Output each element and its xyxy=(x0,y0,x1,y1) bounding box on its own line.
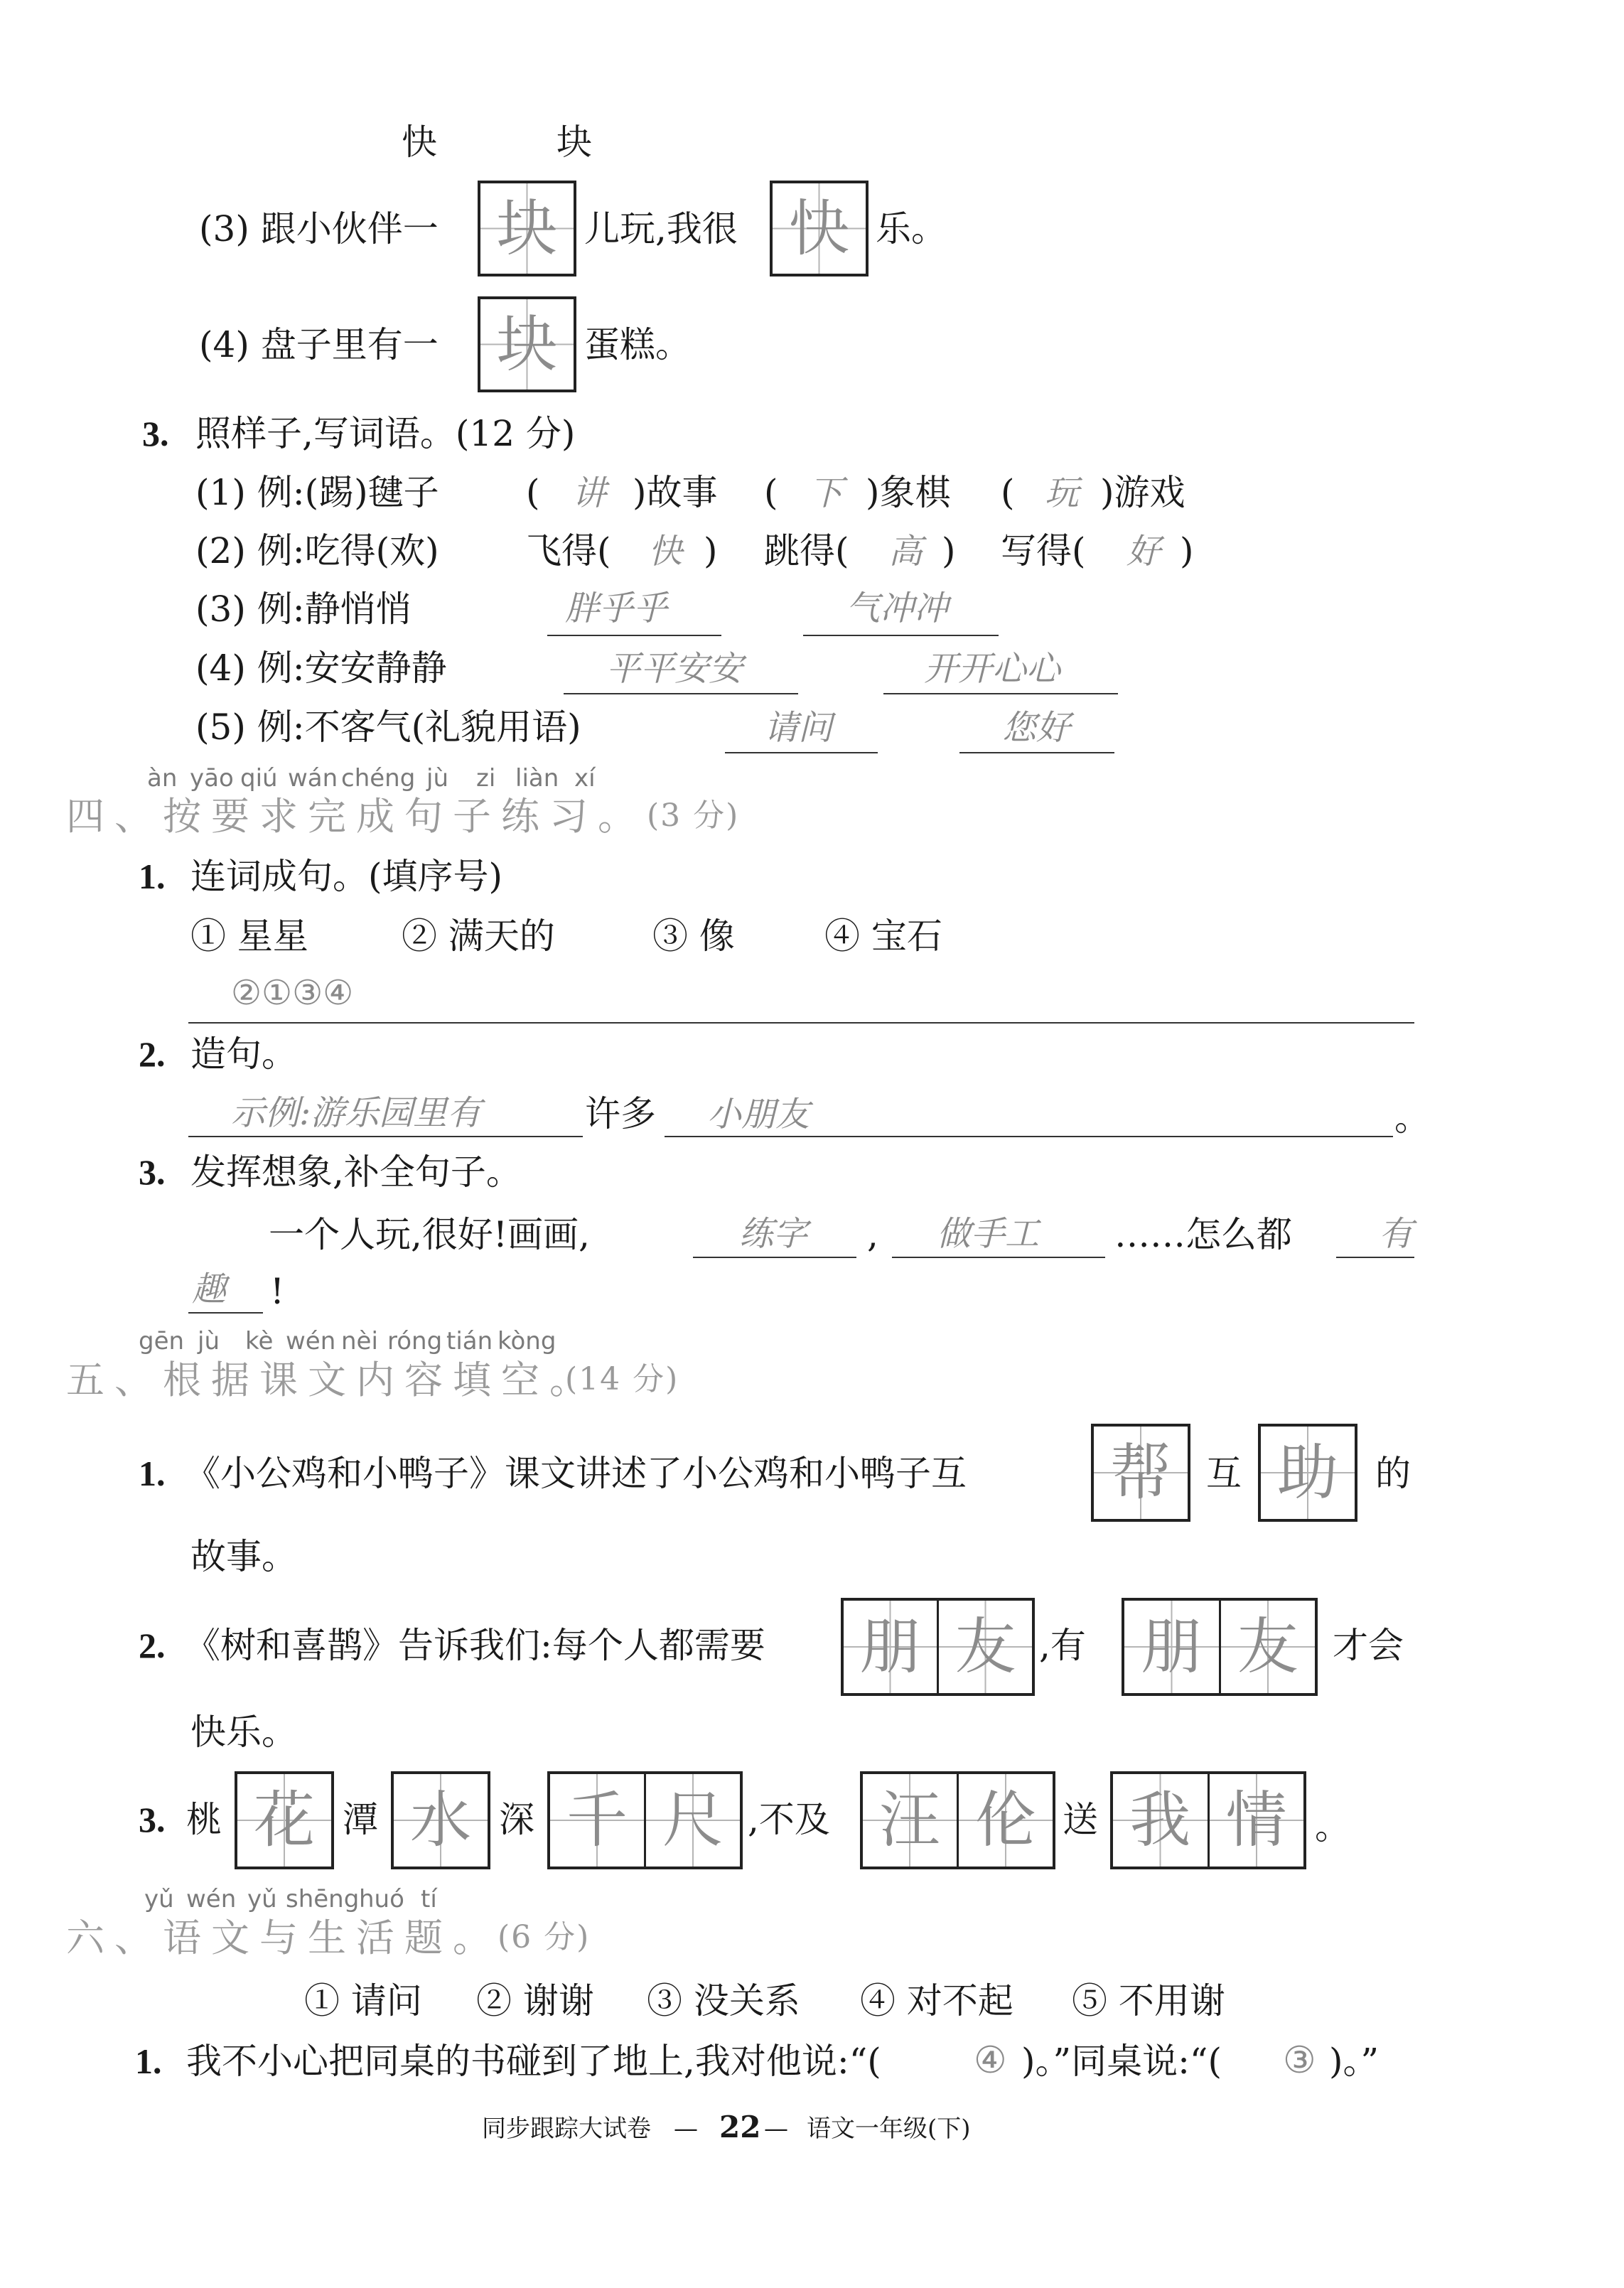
answer-char: 块 xyxy=(496,193,558,264)
q2-s3-mid: 儿玩,我很 xyxy=(584,208,738,249)
pinyin-syllable: xí xyxy=(574,764,596,793)
answer-text[interactable]: 小朋友 xyxy=(707,1095,810,1134)
question-title: 连词成句。(填序号) xyxy=(190,856,503,897)
word-text: )故事 xyxy=(633,472,718,513)
answer-text[interactable]: ④ xyxy=(974,2039,1007,2082)
pinyin-syllable: tí xyxy=(421,1885,437,1913)
pinyin-syllable: gēn xyxy=(139,1327,185,1355)
answer-text[interactable]: 高 xyxy=(888,532,923,571)
question-number: 3. xyxy=(139,1800,166,1839)
paren-close: ) xyxy=(1180,530,1194,571)
sentence-end: 。 xyxy=(1394,1097,1430,1139)
section-title: 五、根据课文内容填空。 xyxy=(66,1358,598,1402)
answer-underline xyxy=(693,1257,856,1258)
footer-dash: — xyxy=(764,2115,788,2143)
word-text: 深 xyxy=(499,1799,534,1840)
pinyin-syllable: jù xyxy=(426,764,448,793)
answer-box[interactable] xyxy=(1091,1424,1190,1522)
answer-char: 朋 xyxy=(1141,1611,1203,1682)
answer-text[interactable]: 练字 xyxy=(739,1214,808,1254)
answer-cell xyxy=(1113,1774,1208,1867)
q2-s4-prefix: (4) 盘子里有一 xyxy=(199,324,439,365)
section-title: 六、语文与生活题。 xyxy=(66,1916,501,1960)
question-text-cont: 故事。 xyxy=(190,1536,297,1577)
pinyin-syllable: chéng xyxy=(341,764,416,793)
q2-s3-prefix: (3) 跟小伙伴一 xyxy=(199,208,439,249)
answer-text[interactable]: 示例:游乐园里有 xyxy=(231,1093,482,1133)
answer-text[interactable]: 请问 xyxy=(764,708,833,748)
question-number: 3. xyxy=(142,414,169,453)
word-text: 互 xyxy=(1206,1453,1242,1494)
question-number: 1. xyxy=(139,1454,166,1493)
q3-r3-label: (3) 例:静悄悄 xyxy=(195,589,412,630)
pinyin-syllable: shēng xyxy=(286,1885,360,1913)
pinyin-syllable: wán xyxy=(288,764,338,793)
answer-underline xyxy=(892,1257,1105,1258)
answer-cell xyxy=(550,1774,644,1867)
word-text: , xyxy=(867,1214,878,1255)
answer-underline xyxy=(725,752,878,753)
answer-underline xyxy=(188,1312,263,1314)
answer-char: 水 xyxy=(410,1785,471,1856)
answer-text[interactable]: 好 xyxy=(1126,532,1161,571)
answer-cell xyxy=(863,1774,957,1867)
footer-dash: — xyxy=(674,2115,698,2143)
answer-char: 花 xyxy=(254,1785,315,1856)
pinyin-syllable: yǔ xyxy=(247,1885,277,1913)
pinyin-syllable: yāo xyxy=(190,764,234,793)
pinyin-syllable: nèi xyxy=(341,1327,378,1355)
question-text: 《树和喜鹊》告诉我们:每个人都需要 xyxy=(185,1625,765,1666)
pinyin-syllable: zi xyxy=(476,764,496,793)
answer-underline xyxy=(547,635,721,636)
q3-r2-label: (2) 例:吃得(欢) xyxy=(195,530,439,571)
phrase-option: ④ 对不起 xyxy=(860,1980,1013,2021)
answer-char: 情 xyxy=(1225,1785,1287,1856)
paren-close: ) xyxy=(942,530,956,571)
answer-text[interactable]: 您好 xyxy=(1002,708,1071,748)
answer-box[interactable] xyxy=(770,181,869,276)
answer-cell xyxy=(844,1601,937,1693)
word-text: 一个人玩,很好!画画, xyxy=(269,1214,590,1255)
answer-char: 助 xyxy=(1277,1437,1338,1508)
paren-open: ( xyxy=(526,472,540,513)
answer-text[interactable]: ③ xyxy=(1283,2039,1316,2082)
question-number: 2. xyxy=(139,1034,166,1074)
answer-char: 伦 xyxy=(975,1785,1036,1856)
pinyin-syllable: kè xyxy=(245,1327,274,1355)
phrase-option: ③ 没关系 xyxy=(647,1980,800,2021)
pinyin-syllable: àn xyxy=(147,764,178,793)
answer-underline xyxy=(564,693,798,694)
sentence-end: 。 xyxy=(1315,1806,1350,1847)
answer-char: 朋 xyxy=(859,1611,921,1682)
answer-text[interactable]: 玩 xyxy=(1045,473,1080,513)
answer-char: 我 xyxy=(1129,1785,1191,1856)
pinyin-syllable: qiú xyxy=(240,764,278,793)
answer-text[interactable]: 做手工 xyxy=(937,1214,1040,1254)
section-score: (6 分) xyxy=(498,1919,591,1955)
pinyin-syllable: liàn xyxy=(515,764,559,793)
answer-char: 千 xyxy=(566,1785,628,1856)
word-text: 送 xyxy=(1063,1799,1098,1840)
answer-text[interactable]: 下 xyxy=(809,473,844,513)
word-option: ④ 宝石 xyxy=(824,915,942,957)
answer-cell xyxy=(957,1774,1053,1867)
phrase-option: ② 谢谢 xyxy=(476,1980,594,2021)
word-option: ① 星星 xyxy=(190,915,308,957)
word-text: 跳得( xyxy=(764,530,849,571)
answer-cell xyxy=(644,1774,740,1867)
question-text: 《小公鸡和小鸭子》课文讲述了小公鸡和小鸭子互 xyxy=(185,1453,967,1494)
answer-box[interactable] xyxy=(235,1771,334,1869)
answer-char: 帮 xyxy=(1110,1437,1171,1508)
answer-underline xyxy=(959,752,1114,753)
pinyin-syllable: yǔ xyxy=(144,1885,174,1913)
phrase-option: ① 请问 xyxy=(304,1980,422,2021)
footer-book-title: 同步跟踪大试卷 xyxy=(482,2115,651,2143)
pinyin-syllable: kòng xyxy=(498,1327,556,1355)
answer-box[interactable] xyxy=(391,1771,490,1869)
answer-text[interactable]: 有 xyxy=(1379,1214,1414,1254)
answer-box-double[interactable] xyxy=(841,1598,1035,1696)
q3-r4-label: (4) 例:安安静静 xyxy=(195,648,447,689)
answer-char: 块 xyxy=(496,308,558,380)
answer-char: 友 xyxy=(954,1611,1016,1682)
word-text: ……怎么都 xyxy=(1114,1214,1292,1255)
answer-box-double[interactable] xyxy=(860,1771,1055,1869)
answer-cell xyxy=(1219,1601,1316,1693)
word-text: 许多 xyxy=(585,1093,656,1134)
word-text: 飞得( xyxy=(526,530,611,571)
word-text: ,不及 xyxy=(748,1799,830,1840)
section-title: 四、按要求完成句子练习。 xyxy=(66,794,646,839)
answer-char: 尺 xyxy=(662,1785,724,1856)
pinyin-syllable: róng xyxy=(387,1327,443,1355)
option-kuai-piece: 块 xyxy=(556,122,592,163)
question-title: 发挥想象,补全句子。 xyxy=(190,1151,522,1193)
paren-open: ( xyxy=(764,472,778,513)
answer-cell xyxy=(1208,1774,1304,1867)
answer-text[interactable]: 平平安安 xyxy=(606,649,743,689)
answer-box-double[interactable] xyxy=(1122,1598,1318,1696)
word-text: 的 xyxy=(1375,1453,1411,1494)
page-number: 22 xyxy=(719,2110,761,2144)
question-number: 3. xyxy=(139,1152,166,1192)
word-text: 才会 xyxy=(1333,1625,1404,1666)
answer-underline xyxy=(188,1136,583,1137)
question-number: 2. xyxy=(139,1626,166,1665)
word-text: 潭 xyxy=(343,1799,378,1840)
q2-s4-suffix: 蛋糕。 xyxy=(584,324,691,365)
paren-close: ) xyxy=(704,530,718,571)
word-text: 桃 xyxy=(186,1799,222,1840)
answer-box[interactable] xyxy=(478,181,576,276)
word-option: ② 满天的 xyxy=(402,915,555,957)
answer-cell xyxy=(1124,1601,1219,1693)
word-text: )游戏 xyxy=(1100,472,1185,513)
answer-text[interactable]: 开开心心 xyxy=(924,649,1061,689)
footer-subject: 语文一年级(下) xyxy=(807,2115,971,2143)
answer-underline xyxy=(1336,1257,1414,1258)
section-score: (14 分) xyxy=(565,1361,679,1397)
answer-box-double[interactable] xyxy=(547,1771,743,1869)
word-text: )象棋 xyxy=(866,472,951,513)
word-text: 写得( xyxy=(1001,530,1086,571)
answer-underline xyxy=(665,1136,1393,1137)
question-title: 照样子,写词语。(12 分) xyxy=(195,413,576,454)
question-text: )。” xyxy=(1329,2041,1380,2082)
paren-open: ( xyxy=(1001,472,1015,513)
answer-text[interactable]: 快 xyxy=(648,532,683,571)
answer-cell xyxy=(937,1601,1032,1693)
answer-char: 汪 xyxy=(879,1785,940,1856)
question-text: 我不小心把同桌的书碰到了地上,我对他说:“( xyxy=(186,2041,881,2082)
pinyin-syllable: huó xyxy=(359,1885,404,1913)
answer-underline xyxy=(803,635,999,636)
word-text: ! xyxy=(270,1271,285,1312)
answer-char: 友 xyxy=(1237,1611,1298,1682)
word-option: ③ 像 xyxy=(652,915,735,957)
question-text-cont: 快乐。 xyxy=(190,1712,297,1753)
q3-r5-label: (5) 例:不客气(礼貌用语) xyxy=(195,707,581,748)
answer-text[interactable]: 胖乎乎 xyxy=(565,589,668,628)
pinyin-syllable: tián xyxy=(446,1327,493,1355)
pinyin-syllable: wén xyxy=(286,1327,336,1355)
option-kuai-fast: 快 xyxy=(402,122,437,163)
question-title: 造句。 xyxy=(190,1033,297,1075)
q3-r1-label: (1) 例:(踢)毽子 xyxy=(195,472,439,513)
answer-box-double[interactable] xyxy=(1110,1771,1306,1869)
section-score: (3 分) xyxy=(647,797,740,834)
answer-text[interactable]: 气冲冲 xyxy=(846,589,949,628)
answer-underline xyxy=(883,693,1118,694)
question-text: )。”同桌说:“( xyxy=(1021,2041,1222,2082)
answer-text[interactable]: 讲 xyxy=(572,473,607,513)
answer-box[interactable] xyxy=(478,296,576,392)
word-text: ,有 xyxy=(1039,1625,1086,1666)
pinyin-syllable: jù xyxy=(198,1327,220,1355)
answer-box[interactable] xyxy=(1258,1424,1357,1522)
answer-text[interactable]: 趣 xyxy=(192,1269,227,1309)
question-number: 1. xyxy=(139,856,166,896)
answer-char: 快 xyxy=(788,193,850,264)
question-number: 1. xyxy=(135,2041,162,2081)
pinyin-syllable: wén xyxy=(186,1885,237,1913)
q2-s3-suffix: 乐。 xyxy=(876,208,947,249)
phrase-option: ⑤ 不用谢 xyxy=(1072,1980,1225,2021)
answer-text[interactable]: ②①③④ xyxy=(231,973,354,1013)
answer-underline xyxy=(188,1022,1414,1024)
